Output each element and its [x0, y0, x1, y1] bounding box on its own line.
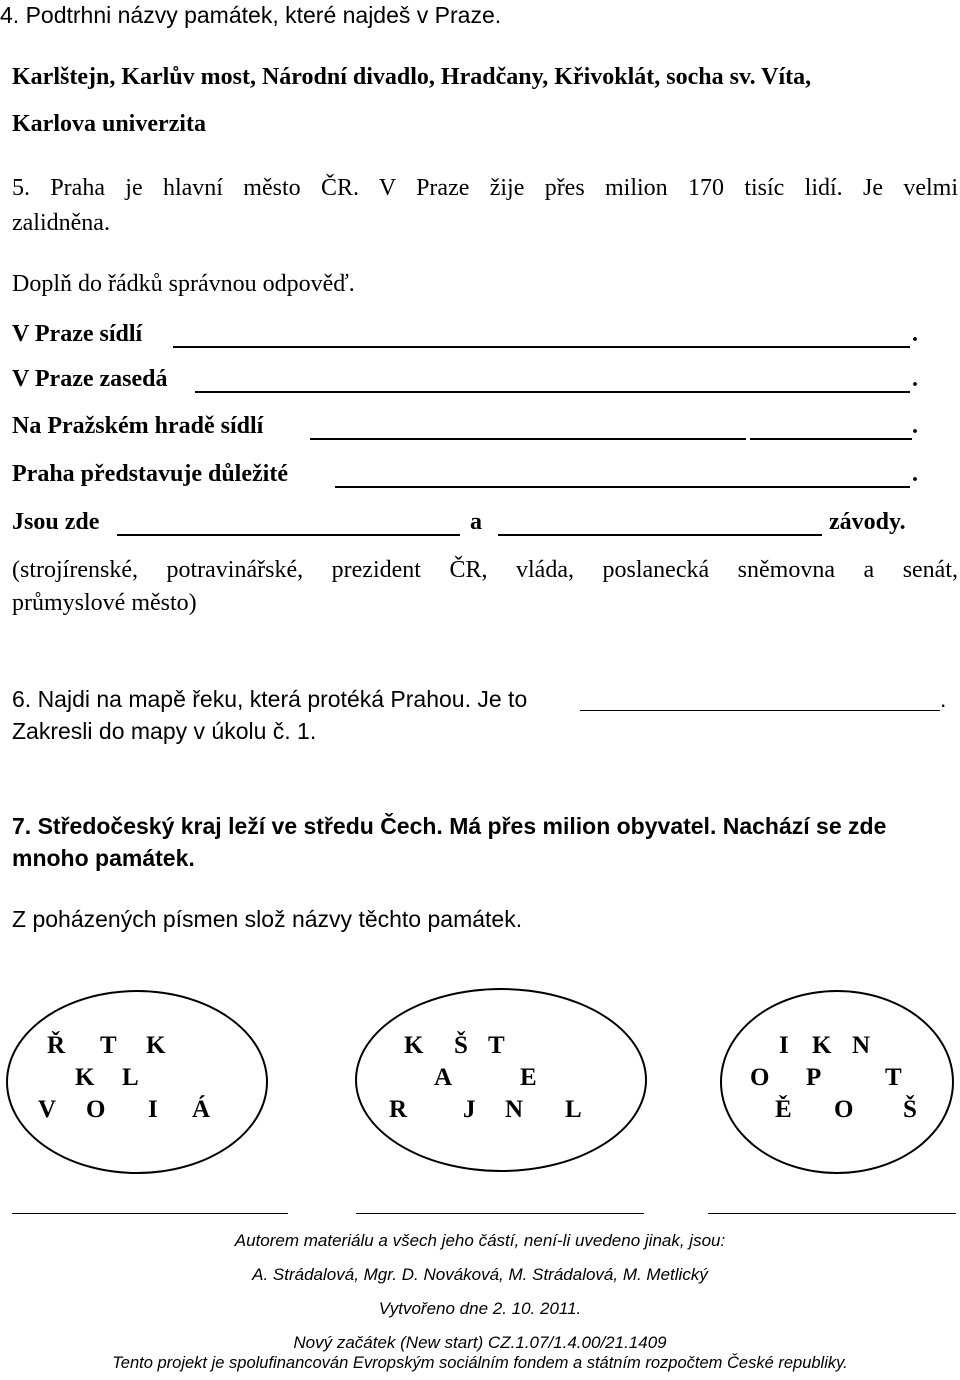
- answer-line-river[interactable]: [580, 710, 940, 711]
- sentence-2-period: .: [912, 366, 918, 392]
- oval3-letter: K: [812, 1032, 832, 1059]
- answer-line-4[interactable]: [335, 486, 910, 488]
- oval3-letter: N: [852, 1032, 871, 1059]
- oval3-letter: O: [750, 1064, 770, 1091]
- task7-line2: mnoho památek.: [12, 845, 195, 871]
- oval3-letter: Š: [903, 1096, 917, 1123]
- sentence-5-mid: a: [470, 509, 482, 535]
- oval1-letter: V: [38, 1096, 57, 1123]
- sentence-3-period: .: [912, 413, 918, 439]
- task6-period: .: [940, 686, 947, 712]
- sentence-5-end: závody.: [829, 509, 906, 535]
- sentence-4-text: Praha představuje důležité: [12, 461, 288, 487]
- oval2-letter: L: [565, 1096, 582, 1123]
- oval1-letter: K: [146, 1032, 166, 1059]
- oval2-letter: E: [520, 1064, 537, 1091]
- oval1-letter: L: [122, 1064, 139, 1091]
- answer-line-3a[interactable]: [310, 438, 746, 440]
- answer-line-2[interactable]: [195, 391, 910, 393]
- task5-instruction: Doplň do řádků správnou odpověď.: [12, 271, 355, 297]
- answer-line-monument-3[interactable]: [708, 1213, 956, 1214]
- oval1-letter: Ř: [47, 1032, 66, 1059]
- answer-line-5b[interactable]: [498, 534, 822, 536]
- oval1-letter: K: [75, 1064, 95, 1091]
- task5-options-line1: (strojírenské, potravinářské, prezident ČR, vláda, poslanecká sněmovna a senát,: [12, 557, 958, 583]
- oval2-letter: K: [404, 1032, 424, 1059]
- oval2-letter: R: [389, 1096, 408, 1123]
- task6-line1: 6. Najdi na mapě řeku, která protéká Prahou. Je to: [12, 686, 528, 712]
- oval3-letter: I: [779, 1032, 789, 1059]
- oval2-letter: Š: [454, 1032, 468, 1059]
- sentence-1-period: .: [912, 321, 918, 347]
- answer-line-monument-2[interactable]: [356, 1213, 644, 1214]
- answer-line-monument-1[interactable]: [12, 1213, 288, 1214]
- letter-oval-2: [355, 988, 647, 1172]
- footer-created-date: Vytvořeno dne 2. 10. 2011.: [378, 1299, 582, 1318]
- task4-monument-list-line1: Karlštejn, Karlův most, Národní divadlo, Hradčany, Křivoklát, socha sv. Víta,: [12, 64, 812, 90]
- footer-funding-note: Tento projekt je spolufinancován Evropským sociálním fondem a státním rozpočtem České republiky.: [112, 1354, 848, 1372]
- task5-options-line2: průmyslové město): [12, 590, 197, 616]
- sentence-4-period: .: [912, 461, 918, 487]
- task7-instruction: Z poházených písmen slož názvy těchto památek.: [12, 906, 523, 932]
- task4-monument-list-line2: Karlova univerzita: [12, 111, 206, 137]
- sentence-3-text: Na Pražském hradě sídlí: [12, 413, 264, 439]
- oval3-letter: P: [806, 1064, 822, 1091]
- sentence-2-text: V Praze zasedá: [12, 366, 168, 392]
- task5-intro-line1: 5. Praha je hlavní město ČR. V Praze žije přes milion 170 tisíc lidí. Je velmi: [12, 175, 958, 201]
- oval2-letter: A: [434, 1064, 453, 1091]
- oval2-letter: T: [488, 1032, 505, 1059]
- oval1-letter: T: [100, 1032, 117, 1059]
- footer-project-code: Nový začátek (New start) CZ.1.07/1.4.00/21.1409: [293, 1333, 667, 1352]
- oval3-letter: Ě: [775, 1096, 792, 1123]
- footer-authors-label: Autorem materiálu a všech jeho částí, není-li uvedeno jinak, jsou:: [234, 1231, 726, 1250]
- oval1-letter: O: [86, 1096, 106, 1123]
- task4-heading: 4. Podtrhni názvy památek, které najdeš v Praze.: [0, 2, 502, 28]
- footer-authors: A. Strádalová, Mgr. D. Nováková, M. Strádalová, M. Metlický: [252, 1265, 708, 1284]
- sentence-1-text: V Praze sídlí: [12, 321, 143, 347]
- oval2-letter: J: [463, 1096, 476, 1123]
- oval1-letter: Á: [192, 1096, 211, 1123]
- answer-line-3b[interactable]: [750, 438, 912, 440]
- answer-line-1[interactable]: [173, 346, 910, 348]
- oval3-letter: O: [834, 1096, 854, 1123]
- oval3-letter: T: [885, 1064, 902, 1091]
- oval1-letter: I: [148, 1096, 158, 1123]
- task7-line1: 7. Středočeský kraj leží ve středu Čech. Má přes milion obyvatel. Nachází se zde: [12, 813, 887, 839]
- oval2-letter: N: [505, 1096, 524, 1123]
- task6-line2: Zakresli do mapy v úkolu č. 1.: [12, 718, 317, 744]
- answer-line-5a[interactable]: [117, 534, 460, 536]
- sentence-5-start: Jsou zde: [12, 509, 100, 535]
- task5-intro-line2: zalidněna.: [12, 210, 110, 236]
